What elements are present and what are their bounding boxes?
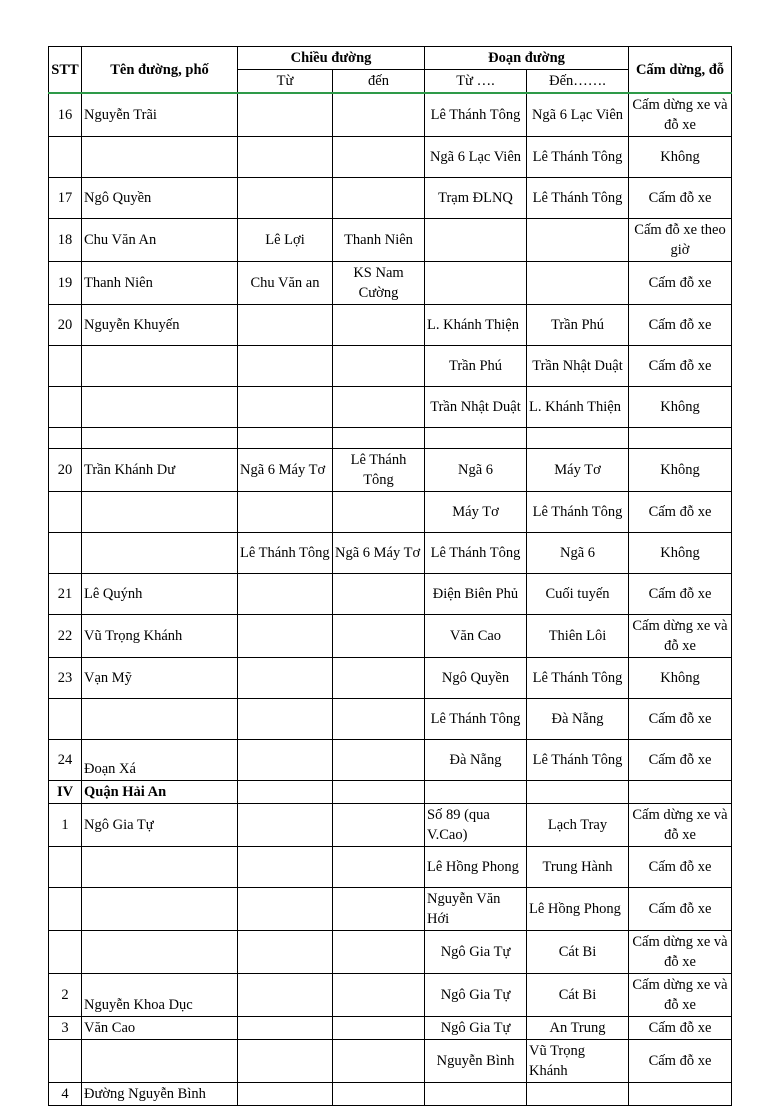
row-segment-to: Lê Thánh Tông <box>527 740 629 781</box>
row-restriction: Cấm đỗ xe <box>629 346 732 387</box>
row-segment-from: Ngã 6 <box>425 449 527 492</box>
row-street-name <box>82 1040 238 1083</box>
row-restriction: Cấm đỗ xe <box>629 305 732 346</box>
row-restriction: Cấm dừng xe và đỗ xe <box>629 974 732 1017</box>
row-segment-to: Lạch Tray <box>527 804 629 847</box>
table-body <box>49 93 732 1106</box>
row-segment-to: L. Khánh Thiện <box>527 387 629 428</box>
row-direction-to: KS Nam Cường <box>333 262 425 305</box>
row-stt: 20 <box>49 305 82 346</box>
table-row <box>49 492 732 533</box>
row-direction-from: Chu Văn an <box>238 262 333 305</box>
row-direction-from <box>238 346 333 387</box>
table-row <box>49 533 732 574</box>
row-stt <box>49 492 82 533</box>
row-street-name: Văn Cao <box>82 1017 238 1040</box>
row-restriction: Cấm đỗ xe <box>629 1040 732 1083</box>
row-restriction: Cấm đỗ xe <box>629 1017 732 1040</box>
table-row <box>49 262 732 305</box>
row-direction-from <box>238 847 333 888</box>
row-segment-to: An Trung <box>527 1017 629 1040</box>
header-direction: Chiều đường <box>238 47 425 70</box>
row-direction-from <box>238 387 333 428</box>
row-street-name: Nguyễn Khoa Dục <box>82 974 238 1017</box>
row-street-name: Quận Hải An <box>82 781 238 804</box>
row-stt <box>49 931 82 974</box>
row-direction-from <box>238 781 333 804</box>
table-row <box>49 219 732 262</box>
row-segment-from <box>425 428 527 449</box>
row-segment-to: Trần Phú <box>527 305 629 346</box>
row-street-name: Đường Nguyễn Bình <box>82 1083 238 1106</box>
row-direction-to <box>333 847 425 888</box>
row-direction-from <box>238 305 333 346</box>
row-stt <box>49 1040 82 1083</box>
row-direction-from <box>238 93 333 137</box>
table-row <box>49 305 732 346</box>
row-restriction: Cấm đỗ xe <box>629 492 732 533</box>
row-stt: IV <box>49 781 82 804</box>
row-stt: 3 <box>49 1017 82 1040</box>
row-segment-from: Lê Thánh Tông <box>425 533 527 574</box>
row-segment-to: Lê Thánh Tông <box>527 178 629 219</box>
row-restriction: Cấm đỗ xe <box>629 574 732 615</box>
table-row <box>49 615 732 658</box>
row-segment-from: Nguyễn Văn Hới <box>425 888 527 931</box>
table-row <box>49 346 732 387</box>
row-street-name: Nguyễn Trãi <box>82 93 238 137</box>
row-direction-from <box>238 178 333 219</box>
row-direction-from <box>238 428 333 449</box>
row-stt: 1 <box>49 804 82 847</box>
row-direction-to <box>333 699 425 740</box>
row-segment-from <box>425 262 527 305</box>
regulation-table <box>48 46 732 1106</box>
row-restriction: Cấm đỗ xe <box>629 847 732 888</box>
row-street-name: Trần Khánh Dư <box>82 449 238 492</box>
table-row <box>49 1040 732 1083</box>
row-direction-to <box>333 615 425 658</box>
row-segment-to: Thiên Lôi <box>527 615 629 658</box>
header-restriction: Cấm dừng, đỗ <box>629 47 732 94</box>
row-segment-from: Ngô Gia Tự <box>425 1017 527 1040</box>
header-stt: STT <box>49 47 82 94</box>
row-street-name: Ngô Quyền <box>82 178 238 219</box>
row-stt: 22 <box>49 615 82 658</box>
row-street-name: Vạn Mỹ <box>82 658 238 699</box>
row-segment-from: Ngã 6 Lạc Viên <box>425 137 527 178</box>
row-segment-to: Cát Bi <box>527 931 629 974</box>
table-row <box>49 781 732 804</box>
row-segment-from: Trạm ĐLNQ <box>425 178 527 219</box>
row-restriction <box>629 428 732 449</box>
row-direction-from <box>238 974 333 1017</box>
row-direction-from <box>238 574 333 615</box>
row-direction-from <box>238 1040 333 1083</box>
row-stt: 17 <box>49 178 82 219</box>
row-stt: 19 <box>49 262 82 305</box>
row-segment-from: L. Khánh Thiện <box>425 305 527 346</box>
row-street-name: Ngô Gia Tự <box>82 804 238 847</box>
row-direction-to <box>333 1040 425 1083</box>
row-direction-from <box>238 492 333 533</box>
row-direction-to <box>333 781 425 804</box>
row-street-name: Thanh Niên <box>82 262 238 305</box>
row-stt <box>49 137 82 178</box>
row-direction-to <box>333 346 425 387</box>
row-direction-to <box>333 137 425 178</box>
header-direction-to: đến <box>333 70 425 94</box>
row-street-name <box>82 931 238 974</box>
row-street-name <box>82 492 238 533</box>
row-direction-from <box>238 740 333 781</box>
table-row <box>49 699 732 740</box>
table-row <box>49 574 732 615</box>
row-segment-from: Văn Cao <box>425 615 527 658</box>
row-stt <box>49 533 82 574</box>
row-street-name <box>82 699 238 740</box>
row-direction-from: Ngã 6 Máy Tơ <box>238 449 333 492</box>
row-segment-to: Cát Bi <box>527 974 629 1017</box>
row-direction-from <box>238 931 333 974</box>
row-street-name: Chu Văn An <box>82 219 238 262</box>
row-stt: 16 <box>49 93 82 137</box>
table-row <box>49 888 732 931</box>
header-street-name: Tên đường, phố <box>82 47 238 94</box>
row-segment-to: Vũ Trọng Khánh <box>527 1040 629 1083</box>
table-row <box>49 178 732 219</box>
row-restriction: Cấm dừng xe và đỗ xe <box>629 804 732 847</box>
row-direction-from: Lê Lợi <box>238 219 333 262</box>
row-street-name <box>82 137 238 178</box>
row-segment-to: Trần Nhật Duật <box>527 346 629 387</box>
row-restriction: Cấm đỗ xe <box>629 178 732 219</box>
table-row <box>49 847 732 888</box>
row-restriction: Cấm đỗ xe <box>629 740 732 781</box>
row-segment-to: Lê Thánh Tông <box>527 492 629 533</box>
row-restriction: Cấm đỗ xe <box>629 262 732 305</box>
header-segment-to: Đến……. <box>527 70 629 94</box>
row-street-name <box>82 428 238 449</box>
header-segment: Đoạn đường <box>425 47 629 70</box>
row-direction-to <box>333 888 425 931</box>
row-segment-from <box>425 1083 527 1106</box>
row-stt <box>49 346 82 387</box>
table-row <box>49 449 732 492</box>
row-street-name <box>82 533 238 574</box>
row-segment-from: Điện Biên Phủ <box>425 574 527 615</box>
row-segment-from: Nguyễn Bình <box>425 1040 527 1083</box>
row-direction-to: Ngã 6 Máy Tơ <box>333 533 425 574</box>
row-segment-from: Lê Thánh Tông <box>425 93 527 137</box>
row-stt: 20 <box>49 449 82 492</box>
row-restriction: Không <box>629 387 732 428</box>
table-row <box>49 804 732 847</box>
table-row <box>49 93 732 137</box>
row-direction-from <box>238 137 333 178</box>
row-segment-to <box>527 781 629 804</box>
row-stt: 4 <box>49 1083 82 1106</box>
row-street-name: Đoạn Xá <box>82 740 238 781</box>
row-segment-from: Trần Nhật Duật <box>425 387 527 428</box>
row-street-name: Nguyễn Khuyến <box>82 305 238 346</box>
row-segment-from: Ngô Gia Tự <box>425 974 527 1017</box>
row-segment-to <box>527 1083 629 1106</box>
row-segment-to: Cuối tuyến <box>527 574 629 615</box>
table-row <box>49 387 732 428</box>
row-segment-to <box>527 428 629 449</box>
table-row <box>49 974 732 1017</box>
row-segment-to: Lê Thánh Tông <box>527 658 629 699</box>
row-street-name <box>82 847 238 888</box>
row-segment-from <box>425 219 527 262</box>
row-restriction: Cấm đỗ xe theo giờ <box>629 219 732 262</box>
row-direction-from <box>238 658 333 699</box>
table-row <box>49 1083 732 1106</box>
row-direction-from <box>238 1083 333 1106</box>
row-direction-to <box>333 178 425 219</box>
row-stt <box>49 847 82 888</box>
row-stt: 23 <box>49 658 82 699</box>
row-direction-to <box>333 574 425 615</box>
table-row <box>49 428 732 449</box>
row-direction-to <box>333 387 425 428</box>
row-direction-from <box>238 1017 333 1040</box>
row-stt <box>49 428 82 449</box>
row-direction-to <box>333 658 425 699</box>
row-restriction: Không <box>629 137 732 178</box>
row-direction-to <box>333 931 425 974</box>
row-restriction: Cấm dừng xe và đỗ xe <box>629 615 732 658</box>
row-direction-from <box>238 804 333 847</box>
row-direction-to <box>333 740 425 781</box>
row-segment-to: Ngã 6 <box>527 533 629 574</box>
row-segment-to: Ngã 6 Lạc Viên <box>527 93 629 137</box>
row-restriction: Không <box>629 449 732 492</box>
row-direction-to: Thanh Niên <box>333 219 425 262</box>
table-row <box>49 1017 732 1040</box>
row-segment-from: Trần Phú <box>425 346 527 387</box>
table-row <box>49 658 732 699</box>
row-direction-from <box>238 699 333 740</box>
row-segment-from <box>425 781 527 804</box>
row-segment-from: Lê Hồng Phong <box>425 847 527 888</box>
row-restriction: Không <box>629 533 732 574</box>
row-direction-to <box>333 804 425 847</box>
row-street-name <box>82 888 238 931</box>
row-stt: 24 <box>49 740 82 781</box>
row-direction-from: Lê Thánh Tông <box>238 533 333 574</box>
row-stt <box>49 387 82 428</box>
table-row <box>49 931 732 974</box>
row-stt: 18 <box>49 219 82 262</box>
row-segment-from: Lê Thánh Tông <box>425 699 527 740</box>
row-direction-to: Lê Thánh Tông <box>333 449 425 492</box>
row-direction-to <box>333 93 425 137</box>
row-segment-from: Ngô Gia Tự <box>425 931 527 974</box>
row-stt <box>49 699 82 740</box>
row-segment-to: Trung Hành <box>527 847 629 888</box>
row-segment-to <box>527 219 629 262</box>
row-segment-to: Lê Hồng Phong <box>527 888 629 931</box>
row-segment-from: Số 89 (qua V.Cao) <box>425 804 527 847</box>
row-segment-from: Ngô Quyền <box>425 658 527 699</box>
row-segment-to: Máy Tơ <box>527 449 629 492</box>
row-direction-from <box>238 615 333 658</box>
row-restriction: Cấm dừng xe và đỗ xe <box>629 931 732 974</box>
row-stt: 21 <box>49 574 82 615</box>
row-segment-to <box>527 262 629 305</box>
row-direction-to <box>333 492 425 533</box>
header-direction-from: Từ <box>238 70 333 94</box>
row-stt <box>49 888 82 931</box>
row-direction-to <box>333 428 425 449</box>
row-direction-from <box>238 888 333 931</box>
row-street-name: Vũ Trọng Khánh <box>82 615 238 658</box>
row-restriction: Cấm đỗ xe <box>629 699 732 740</box>
row-direction-to <box>333 305 425 346</box>
row-restriction: Cấm dừng xe và đỗ xe <box>629 93 732 137</box>
row-street-name: Lê Quýnh <box>82 574 238 615</box>
row-segment-to: Lê Thánh Tông <box>527 137 629 178</box>
header-segment-from: Từ …. <box>425 70 527 94</box>
row-street-name <box>82 387 238 428</box>
row-direction-to <box>333 1017 425 1040</box>
row-segment-to: Đà Nẵng <box>527 699 629 740</box>
row-direction-to <box>333 974 425 1017</box>
row-restriction: Không <box>629 658 732 699</box>
row-segment-from: Máy Tơ <box>425 492 527 533</box>
row-restriction <box>629 781 732 804</box>
row-restriction: Cấm đỗ xe <box>629 888 732 931</box>
row-stt: 2 <box>49 974 82 1017</box>
table-row <box>49 137 732 178</box>
row-street-name <box>82 346 238 387</box>
row-segment-from: Đà Nẵng <box>425 740 527 781</box>
table-row <box>49 740 732 781</box>
row-restriction <box>629 1083 732 1106</box>
row-direction-to <box>333 1083 425 1106</box>
